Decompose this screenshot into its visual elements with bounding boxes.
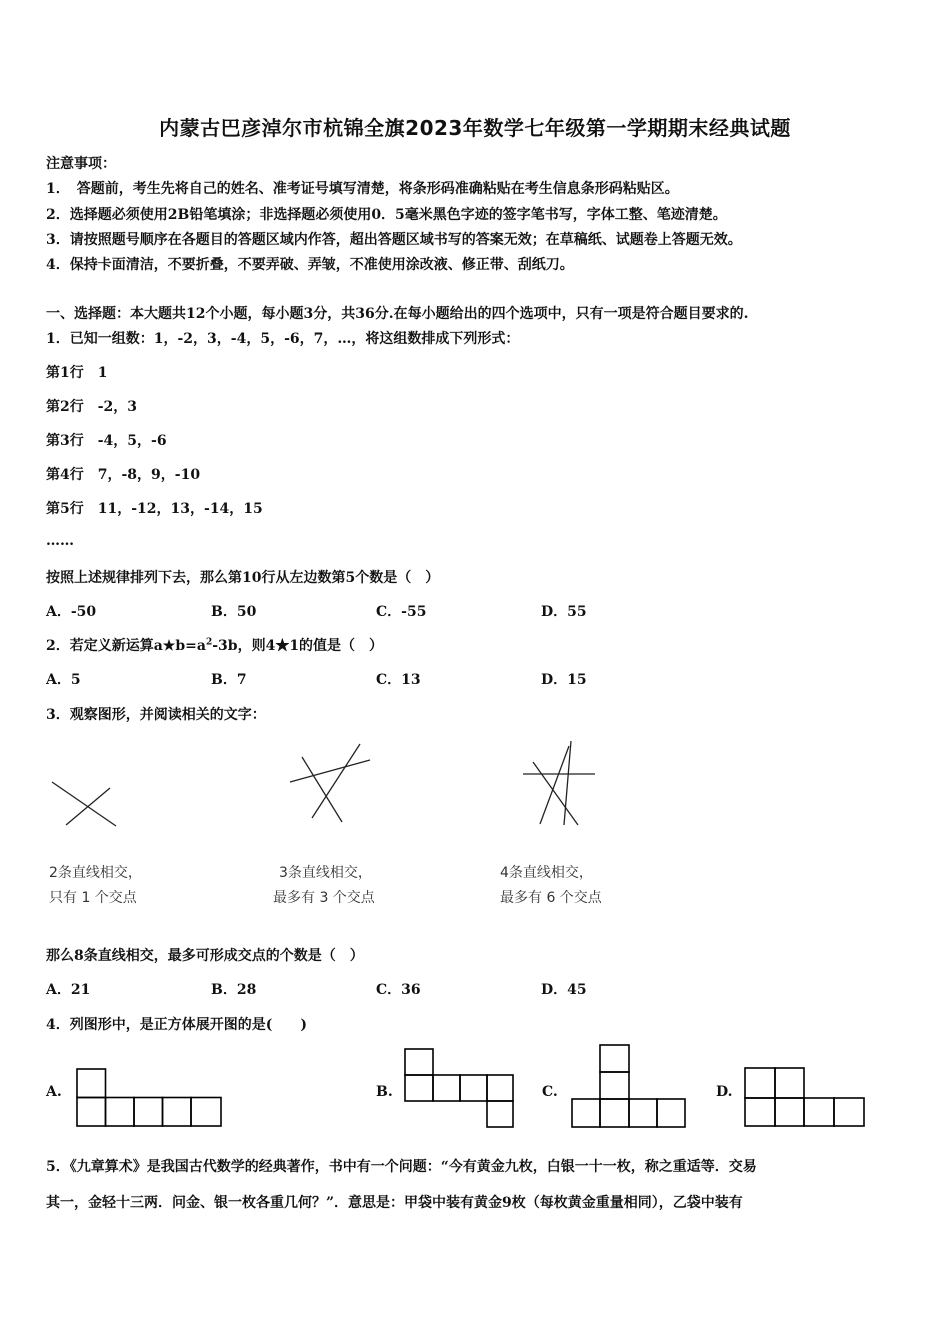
q1-stem: 1．已知一组数：1，-2，3，-4，5，-6，7，…，将这组数排成下列形式： xyxy=(46,331,520,347)
q3-option-d: D．45 xyxy=(541,982,587,998)
q3-stem: 3．观察图形，并阅读相关的文字： xyxy=(46,707,266,723)
q2-option-b: B．7 xyxy=(211,672,247,688)
page-title: 内蒙古巴彦淖尔市杭锦全旗2023年数学七年级第一学期期末经典试题 xyxy=(159,116,791,140)
q3-caption-2-line1: 3条直线相交， xyxy=(279,865,372,881)
notice-item-4: 4．保持卡面清洁，不要折叠，不要弄破、弄皱，不准使用涂改液、修正带、刮纸刀。 xyxy=(46,257,574,273)
q1-ellipsis: …… xyxy=(46,533,74,549)
q2-stem: 2．若定义新运算$a★b=a^2-3b$，则4★1的值是（ ） xyxy=(46,637,384,654)
q4-label-d: D. xyxy=(716,1084,733,1100)
q3-caption-1-line1: 2条直线相交， xyxy=(49,865,142,881)
q5-line-1: 5．《九章算术》是我国古代数学的经典著作，书中有一个问题：“今有黄金九枚，白银一十一枚，称之重适等．交易 xyxy=(46,1159,757,1175)
q1-row-1: 第1行 1 xyxy=(46,365,108,381)
net-c xyxy=(572,1045,685,1127)
q1-row-2: 第2行 -2，3 xyxy=(46,399,138,415)
notice-item-2: 2．选择题必须使用2B铅笔填涂；非选择题必须使用0．5毫米黑色字迹的签字笔书写，字体工整、笔迹清楚。 xyxy=(46,207,727,223)
net-b xyxy=(405,1049,513,1127)
q3-caption-3-line2: 最多有 6 个交点 xyxy=(500,890,602,906)
notice-item-3: 3．请按照题号顺序在各题目的答题区域内作答，超出答题区域书写的答案无效；在草稿纸、试题卷上答题无效。 xyxy=(46,232,742,248)
q1-question: 按照上述规律排列下去，那么第10行从左边数第5个数是（ ） xyxy=(46,570,440,586)
q3-caption-2-line2: 最多有 3 个交点 xyxy=(273,890,375,906)
q1-row-3: 第3行 -4，5，-6 xyxy=(46,433,167,449)
q4-label-b: B. xyxy=(376,1084,393,1100)
q2-option-d: D．15 xyxy=(541,672,587,688)
q1-option-b: B．50 xyxy=(211,604,257,620)
q3-question: 那么8条直线相交，最多可形成交点的个数是（ ） xyxy=(46,948,364,964)
q3-caption-3-line1: 4条直线相交， xyxy=(500,865,593,881)
notice-heading: 注意事项： xyxy=(46,156,116,172)
q1-option-d: D．55 xyxy=(541,604,587,620)
q5-line-2: 其一，金轻十三两．问金、银一枚各重几何？”．意思是：甲袋中装有黄金9枚（每枚黄金重量相同），乙袋中装有 xyxy=(46,1195,743,1211)
notice-item-1: 1． 答题前，考生先将自己的姓名、准考证号填写清楚，将条形码准确粘贴在考生信息条形码粘贴区。 xyxy=(46,181,679,197)
q3-caption-1-line2: 只有 1 个交点 xyxy=(49,890,137,906)
q3-option-b: B．28 xyxy=(211,982,257,998)
section-heading: 一、选择题：本大题共12个小题，每小题3分，共36分.在每小题给出的四个选项中，只有一项是符合题目要求的. xyxy=(46,306,749,322)
q1-row-4: 第4行 7，-8，9，-10 xyxy=(46,467,201,483)
q2-option-c: C．13 xyxy=(376,672,421,688)
q1-option-a: A．-50 xyxy=(46,604,97,620)
q1-option-c: C．-55 xyxy=(376,604,427,620)
net-a xyxy=(77,1069,221,1126)
q4-label-a: A. xyxy=(46,1084,62,1100)
q2-option-a: A．5 xyxy=(46,672,81,688)
net-d xyxy=(745,1068,864,1126)
q4-label-c: C. xyxy=(542,1084,558,1100)
q4-stem: 4．列图形中，是正方体展开图的是( ) xyxy=(46,1017,307,1033)
q1-row-5: 第5行 11，-12，13，-14，15 xyxy=(46,501,263,517)
q3-option-a: A．21 xyxy=(46,982,91,998)
q3-option-c: C．36 xyxy=(376,982,421,998)
